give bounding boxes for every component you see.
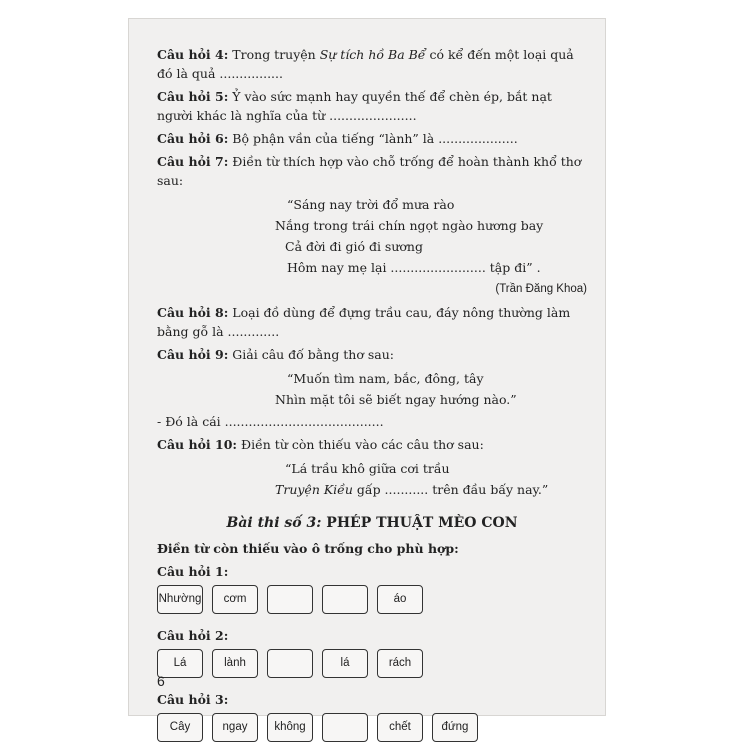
question-8-label: Câu hỏi 8:: [157, 305, 229, 320]
question-4-text-before: Trong truyện: [228, 47, 320, 62]
question-9-answer: - Đó là cái ........................................: [157, 414, 384, 429]
question-8: [157, 303, 587, 341]
blank-word-box[interactable]: [267, 585, 313, 614]
book-page: [128, 18, 606, 733]
question-6-label: Câu hỏi 6:: [157, 131, 229, 146]
question-10-label: Câu hỏi 10:: [157, 437, 238, 452]
section-instruction: Điền từ còn thiếu vào ô trống cho phù hợp:: [157, 541, 459, 556]
poem-line: “Lá trầu khô giữa cơi trầu: [285, 461, 450, 476]
word-box: áo: [377, 585, 423, 614]
question-9-riddle: [157, 368, 587, 410]
word-box: cơm: [212, 585, 258, 614]
word-box: Lá: [157, 649, 203, 678]
word-box: chết: [377, 713, 423, 742]
section-title-main: PHÉP THUẬT MÈO CON: [321, 515, 518, 531]
question-9-label: Câu hỏi 9:: [157, 347, 229, 362]
word-box: lá: [322, 649, 368, 678]
box-row-2: [157, 649, 587, 678]
word-box: không: [267, 713, 313, 742]
question-9-text: Giải câu đố bằng thơ sau:: [228, 347, 394, 362]
question-6: [157, 129, 587, 148]
word-box: Nhường: [157, 585, 203, 614]
question-6-text: Bộ phận vần của tiếng “lành” là ....................: [228, 131, 518, 146]
poem-author: (Trần Đăng Khoa): [495, 283, 587, 295]
box-question-1-label: Câu hỏi 1:: [157, 564, 229, 579]
word-box: ngay: [212, 713, 258, 742]
poem-line: Nắng trong trái chín ngọt ngào hương bay: [275, 218, 544, 233]
question-5: [157, 87, 587, 125]
poem-line: [157, 479, 587, 500]
blank-word-box[interactable]: [322, 713, 368, 742]
question-4-story-title: Sự tích hồ Ba Bể: [319, 47, 426, 62]
poem-line: Cả đời đi gió đi sương: [285, 239, 423, 254]
box-row-3: [157, 713, 587, 742]
question-10-text: Điền từ còn thiếu vào các câu thơ sau:: [237, 437, 484, 452]
question-9: [157, 345, 587, 364]
box-question-3-label: Câu hỏi 3:: [157, 692, 229, 707]
question-5-label: Câu hỏi 5:: [157, 89, 229, 104]
question-7-label: Câu hỏi 7:: [157, 154, 229, 169]
box-row-1: [157, 585, 587, 614]
question-7-text: Điền từ thích hợp vào chỗ trống để hoàn thành khổ thơ sau:: [157, 154, 582, 188]
blank-word-box[interactable]: [322, 585, 368, 614]
riddle-line: Nhìn mặt tôi sẽ biết ngay hướng nào.”: [275, 392, 517, 407]
poem-line-rest: gấp ........... trên đầu bấy nay.”: [352, 482, 549, 497]
riddle-line: “Muốn tìm nam, bắc, đông, tây: [287, 371, 484, 386]
kieu-title: Truyện Kiều: [275, 482, 353, 497]
section-title-prefix: Bài thi số 3:: [226, 515, 322, 531]
question-10: [157, 435, 587, 454]
poem-line: “Sáng nay trời đổ mưa rào: [287, 197, 455, 212]
word-box: rách: [377, 649, 423, 678]
question-7: [157, 152, 587, 190]
question-4: [157, 45, 587, 83]
page-content: [157, 45, 587, 754]
page-number: 6: [157, 673, 165, 689]
poem-line: Hôm nay mẹ lại ........................ tập đi” .: [287, 260, 541, 275]
word-box: lành: [212, 649, 258, 678]
section-title: [157, 514, 587, 533]
question-4-text-after: có kể đến một loại quả đó là quả ................: [157, 47, 574, 81]
question-7-poem: [157, 194, 587, 278]
question-4-label: Câu hỏi 4:: [157, 47, 229, 62]
blank-word-box[interactable]: [267, 649, 313, 678]
word-box: Cây: [157, 713, 203, 742]
word-box: đứng: [432, 713, 478, 742]
question-5-text: Ỷ vào sức mạnh hay quyền thế để chèn ép, bắt nạt người khác là nghĩa của từ ......................: [157, 89, 552, 123]
question-10-poem: [157, 458, 587, 500]
question-8-text: Loại đồ dùng để đựng trầu cau, đáy nông thường làm bằng gỗ là .............: [157, 305, 571, 339]
box-question-2-label: Câu hỏi 2:: [157, 628, 229, 643]
